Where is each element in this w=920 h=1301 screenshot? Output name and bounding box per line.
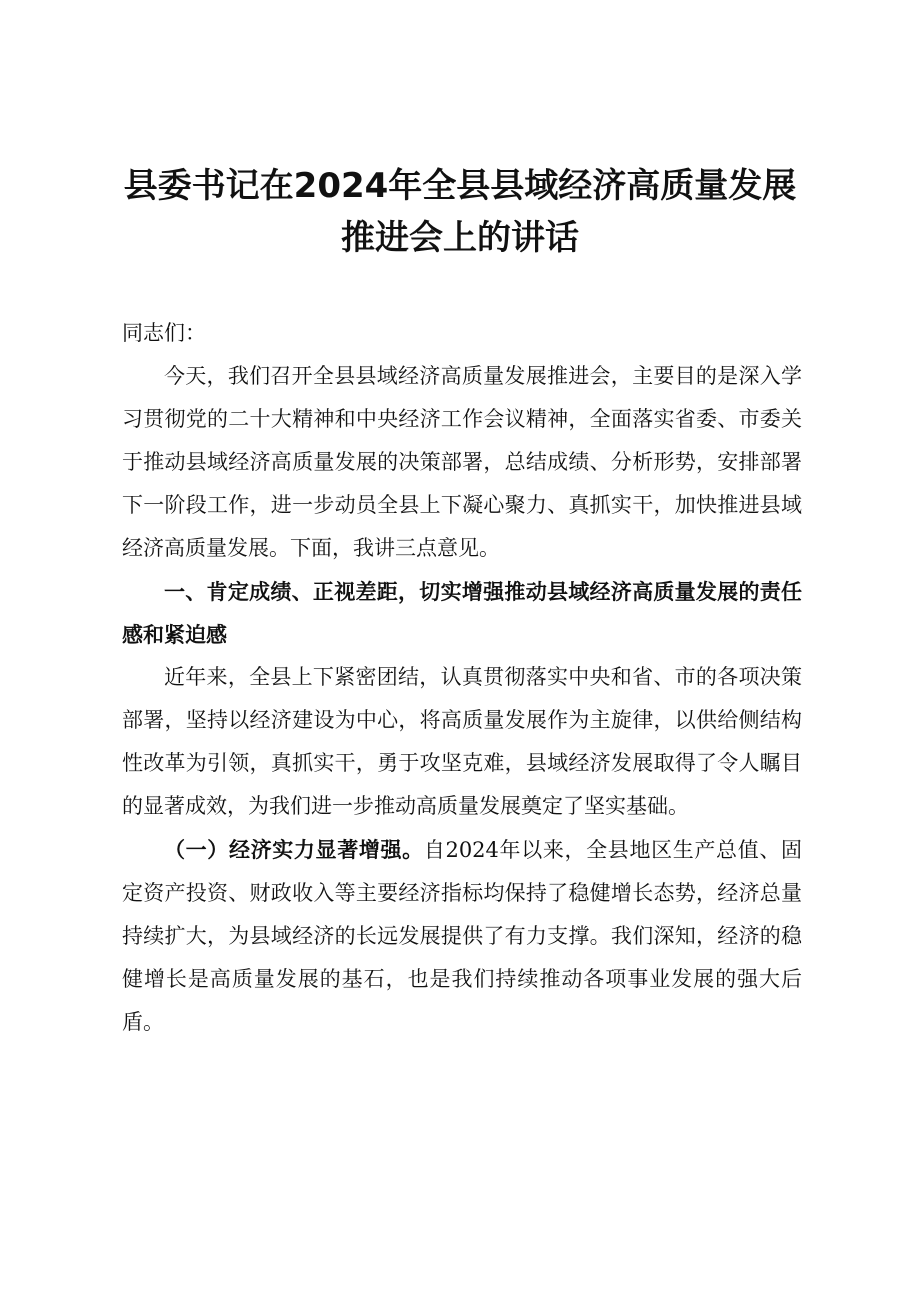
title-line-1: 县委书记在2024年全县县域经济高质量发展 — [123, 166, 797, 206]
document-title — [60, 160, 860, 264]
section-1-heading: 一、肯定成绩、正视差距，切实增强推动县域经济高质量发展的责任感和紧迫感 — [122, 579, 802, 647]
document-body — [122, 312, 802, 1044]
section-1-paragraph: 近年来，全县上下紧密团结，认真贯彻落实中央和省、市的各项决策部署，坚持以经济建设为中心，将高质量发展作为主旋律，以供给侧结构性改革为引领，真抓实干，勇于攻坚克难，县域经济发展取得了令人瞩目的显著成效，为我们进一步推动高质量发展奠定了坚实基础。 — [122, 665, 802, 818]
subsection-1-paragraph — [122, 828, 802, 1044]
subsection-1-heading: （一）经济实力显著增强。 — [164, 837, 424, 862]
intro-paragraph: 今天，我们召开全县县域经济高质量发展推进会，主要目的是深入学习贯彻党的二十大精神和中央经济工作会议精神，全面落实省委、市委关于推动县域经济高质量发展的决策部署，总结成绩、分析形势，安排部署下一阶段工作，进一步动员全县上下凝心聚力、真抓实干，加快推进县域经济高质量发展。下面，我讲三点意见。 — [122, 364, 802, 560]
subsection-1-text: 自2024年以来，全县地区生产总值、固定资产投资、财政收入等主要经济指标均保持了稳健增长态势，经济总量持续扩大，为县域经济的长远发展提供了有力支撑。我们深知，经济的稳健增长是高质量发展的基石，也是我们持续推动各项事业发展的强大后盾。 — [122, 838, 803, 1034]
salutation: 同志们： — [122, 321, 206, 345]
title-line-2: 推进会上的讲话 — [341, 218, 579, 258]
